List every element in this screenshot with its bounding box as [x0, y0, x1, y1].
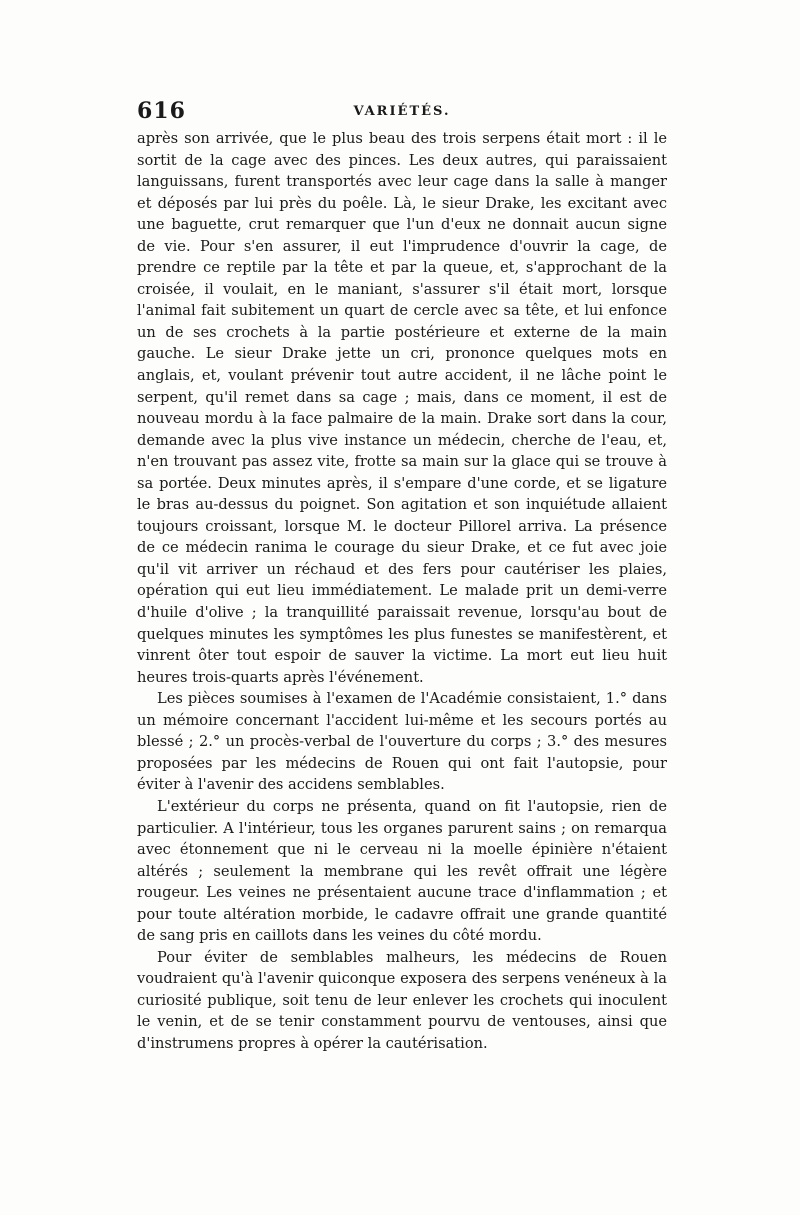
paragraph: Pour éviter de semblables malheurs, les médecins de Rouen voudraient qu'à l'avenir quiconque exposera des serpens venéneux à la curiosité publique, soit tenu de leur enlever les crochets qui inoculent le venin, et de se tenir constamment pourvu de ventouses, ainsi que d'instrumens propres à opérer la cautérisation.	[137, 948, 667, 1052]
body-text	[137, 128, 667, 1055]
paragraph: après son arrivée, que le plus beau des trois serpens était mort : il le sortit de la cage avec des pinces. Les deux autres, qui paraissaient languissans, furent transportés avec leur cage dans la salle à manger et déposés par lui près du poêle. Là, le sieur Drake, les excitant avec une baguette, crut remarquer que l'un d'eux ne donnait aucun signe de vie. Pour s'en assurer, il eut l'imprudence d'ouvrir la cage, de prendre ce reptile par la tête et par la queue, et, s'approchant de la croisée, il voulait, en le maniant, s'assurer s'il était mort, lorsque l'animal fait subitement un quart de cercle avec sa tête, et lui enfonce un de ses crochets à la partie postérieure et externe de la main gauche. Le sieur Drake jette un cri, prononce quelques mots en anglais, et, voulant prévenir tout autre accident, il ne lâche point le serpent, qu'il remet dans sa cage ; mais, dans ce moment, il est de nouveau mordu à la face palmaire de la main. Drake sort dans la cour, demande avec la plus vive instance un médecin, cherche de l'eau, et, n'en trouvant pas assez vite, frotte sa main sur la glace qui se trouve à sa portée. Deux minutes après, il s'empare d'une corde, et se ligature le bras au-dessus du poignet. Son agitation et son inquiétude allaient toujours croissant, lorsque M. le docteur Pillorel arriva. La présence de ce médecin ranima le courage du sieur Drake, et ce fut avec joie qu'il vit arriver un réchaud et des fers pour cautériser les plaies, opération qui eut lieu immédiatement. Le malade prit un demi-verre d'huile d'olive ; la tranquillité paraissait revenue, lorsqu'au bout de quelques minutes les symptômes les plus funestes se manifestèrent, et vinrent ôter tout espoir de sauver la victime. La mort eut lieu huit heures trois-quarts après l'événement.	[137, 130, 667, 686]
page-header	[137, 98, 667, 126]
running-head: VARIÉTÉS.	[353, 104, 451, 119]
paragraph: Les pièces soumises à l'examen de l'Académie consistaient, 1.° dans un mémoire concernant l'accident lui-même et les secours portés au blessé ; 2.° un procès-verbal de l'ouverture du corps ; 3.° des mesures proposées par les médecins de Rouen qui ont fait l'autopsie, pour éviter à l'avenir des accidens semblables.	[137, 690, 667, 794]
page-number: 616	[137, 98, 186, 124]
paragraph: L'extérieur du corps ne présenta, quand on fit l'autopsie, rien de particulier. A l'intérieur, tous les organes parurent sains ; on remarqua avec étonnement que ni le cerveau ni la moelle épinière n'étaient altérés ; seulement la membrane qui les revêt offrait une légère rougeur. Les veines ne présentaient aucune trace d'inflammation ; et pour toute altération morbide, le cadavre offrait une grande quantité de sang pris en caillots dans les veines du côté mordu.	[137, 797, 667, 945]
